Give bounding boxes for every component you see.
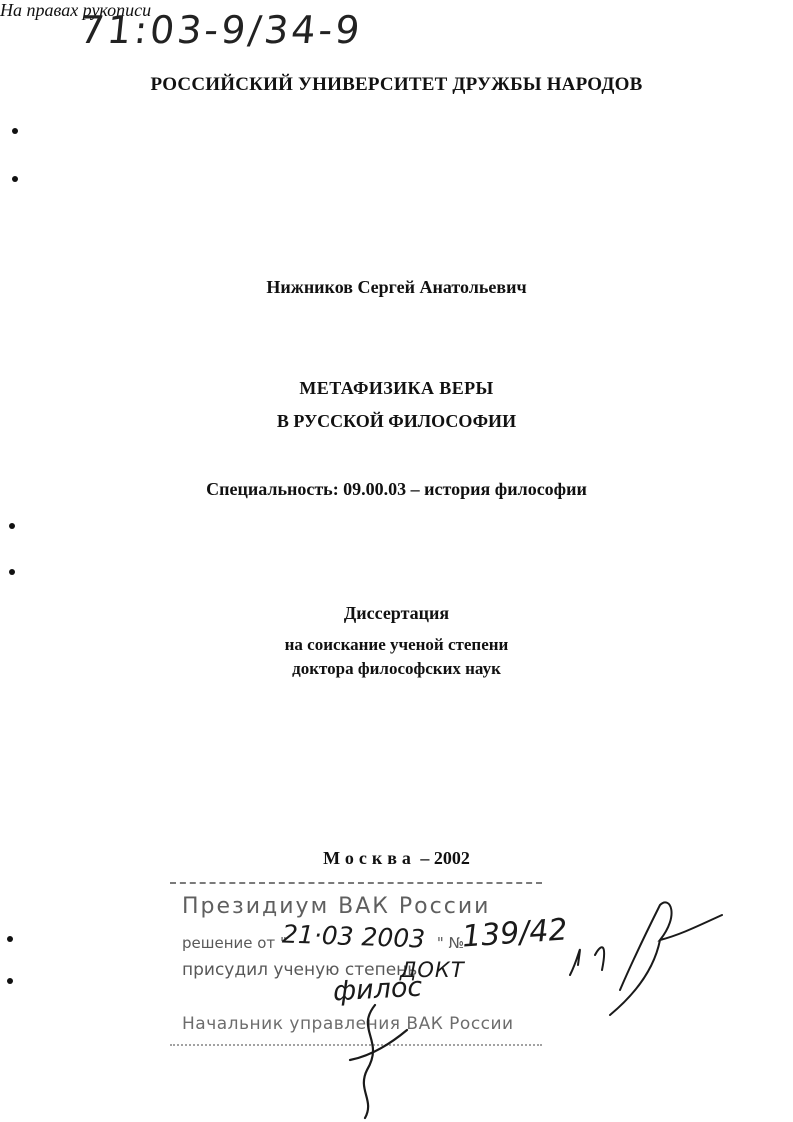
margin-dot: [9, 523, 15, 529]
margin-dot: [7, 936, 13, 942]
handwritten-year: 2003: [361, 922, 426, 954]
stamp-awarded-line: присудил ученую степень: [182, 960, 418, 980]
chief-signature: [345, 1000, 415, 1120]
degree-line-1: на соискание ученой степени: [284, 635, 509, 654]
margin-signature: [560, 895, 730, 1025]
margin-dot: [12, 176, 18, 182]
handwritten-field: филос: [332, 971, 424, 1008]
handwritten-degree: ДОКТ: [400, 958, 465, 982]
handwritten-catalog-code: 71:03-9/34-9: [77, 8, 365, 52]
handwritten-decision-number: 139/42: [460, 912, 569, 955]
author-name: Нижников Сергей Анатольевич: [266, 277, 527, 297]
stamp-title: Президиум ВАК России: [182, 894, 491, 919]
manuscript-note: На правах рукописи: [0, 0, 152, 20]
stamp-decision-label: решение от ": [182, 934, 287, 952]
dissertation-label: Диссертация: [343, 603, 450, 623]
handwritten-decision-date: 21·03 2003: [281, 919, 426, 954]
university-name: РОССИЙСКИЙ УНИВЕРСИТЕТ ДРУЖБЫ НАРОДОВ: [150, 74, 643, 95]
place-dash: –: [415, 848, 434, 868]
year: 2002: [433, 848, 470, 868]
margin-dot: [12, 128, 18, 134]
dissertation-title-line-2: В РУССКОЙ ФИЛОСОФИИ: [276, 411, 517, 431]
margin-dot: [9, 569, 15, 575]
handwritten-day: 21: [281, 919, 315, 950]
dissertation-title-line-1: МЕТАФИЗИКА ВЕРЫ: [299, 378, 494, 398]
specialty: Специальность: 09.00.03 – история философии: [206, 479, 587, 499]
handwritten-month: 03: [321, 920, 355, 951]
stamp-chief-line: Начальник управления ВАК России: [182, 1014, 514, 1034]
margin-dot: [7, 978, 13, 984]
city: Москва: [323, 848, 416, 868]
stamp-decision-number-label: " №: [436, 934, 465, 952]
place-and-year: [0, 848, 793, 869]
degree-line-2: доктора философских наук: [292, 659, 501, 678]
